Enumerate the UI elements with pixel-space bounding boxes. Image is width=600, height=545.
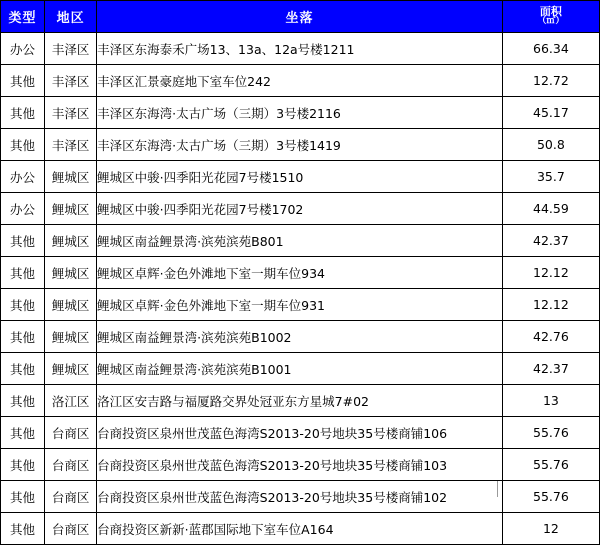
cell-type: 其他 (1, 513, 45, 545)
cell-district: 鲤城区 (45, 193, 97, 225)
cell-location: 洛江区安吉路与福厦路交界处冠亚东方星城7#02 (97, 385, 503, 417)
cell-area: 42.37 (502, 353, 599, 385)
table-row[interactable] (1, 193, 600, 225)
cell-type: 其他 (1, 289, 45, 321)
cell-district: 台商区 (45, 481, 97, 513)
cell-type: 其他 (1, 321, 45, 353)
table-header-row (1, 1, 600, 33)
cell-type: 其他 (1, 417, 45, 449)
cell-location: 台商投资区泉州世茂蓝色海湾S2013-20号地块35号楼商铺103 (97, 449, 503, 481)
cell-type: 其他 (1, 481, 45, 513)
table-row[interactable] (1, 161, 600, 193)
cell-location: 台商投资区泉州世茂蓝色海湾S2013-20号地块35号楼商铺102 (97, 481, 503, 513)
cell-district: 鲤城区 (45, 257, 97, 289)
cell-area: 55.76 (502, 417, 599, 449)
column-header-area-line1: 面积 (539, 4, 562, 18)
table-row[interactable] (1, 289, 600, 321)
cell-location: 鲤城区中骏·四季阳光花园7号楼1510 (97, 161, 503, 193)
table-row[interactable] (1, 257, 600, 289)
cell-area: 50.8 (502, 129, 599, 161)
cell-area: 12 (502, 513, 599, 545)
cell-district: 台商区 (45, 449, 97, 481)
cell-type: 其他 (1, 257, 45, 289)
table-row[interactable] (1, 481, 600, 513)
cell-area: 12.12 (502, 257, 599, 289)
cell-area: 55.76 (502, 449, 599, 481)
cell-type: 其他 (1, 225, 45, 257)
cell-location: 丰泽区东海湾·太古广场（三期）3号楼2116 (97, 97, 503, 129)
cell-area: 42.37 (502, 225, 599, 257)
column-header-location: 坐落 (97, 1, 503, 33)
cell-area: 55.76 (502, 481, 599, 513)
cell-district: 鲤城区 (45, 321, 97, 353)
cell-area: 12.72 (502, 65, 599, 97)
cell-district: 洛江区 (45, 385, 97, 417)
cell-area: 12.12 (502, 289, 599, 321)
cell-type: 其他 (1, 353, 45, 385)
cell-type: 其他 (1, 65, 45, 97)
table-row[interactable] (1, 513, 600, 545)
cell-district: 丰泽区 (45, 97, 97, 129)
cell-district: 台商区 (45, 513, 97, 545)
cell-type: 办公 (1, 161, 45, 193)
cell-district: 台商区 (45, 417, 97, 449)
table-header (1, 1, 600, 33)
table-body (1, 33, 600, 545)
cell-location: 丰泽区东海湾·太古广场（三期）3号楼1419 (97, 129, 503, 161)
cell-location: 台商投资区新新·蓝郡国际地下室车位A164 (97, 513, 503, 545)
table-row[interactable] (1, 97, 600, 129)
cell-type: 办公 (1, 33, 45, 65)
cell-district: 丰泽区 (45, 65, 97, 97)
column-header-type: 类型 (1, 1, 45, 33)
cell-district: 鲤城区 (45, 289, 97, 321)
column-header-area-line2: （㎡） (537, 16, 565, 27)
cell-district: 丰泽区 (45, 129, 97, 161)
cell-type: 其他 (1, 97, 45, 129)
cell-location: 鲤城区卓辉·金色外滩地下室一期车位931 (97, 289, 503, 321)
table-row[interactable] (1, 129, 600, 161)
table-row[interactable] (1, 65, 600, 97)
column-header-area (502, 1, 599, 33)
cell-area: 66.34 (502, 33, 599, 65)
table-row[interactable] (1, 321, 600, 353)
table-row[interactable] (1, 353, 600, 385)
cell-district: 鲤城区 (45, 161, 97, 193)
cell-area: 35.7 (502, 161, 599, 193)
cell-location: 鲤城区南益鲤景湾·滨苑滨苑B1002 (97, 321, 503, 353)
cell-type: 其他 (1, 129, 45, 161)
cell-area: 42.76 (502, 321, 599, 353)
cell-district: 鲤城区 (45, 225, 97, 257)
table-row[interactable] (1, 385, 600, 417)
cell-location: 鲤城区南益鲤景湾·滨苑滨苑B1001 (97, 353, 503, 385)
cell-type: 其他 (1, 385, 45, 417)
cell-district: 鲤城区 (45, 353, 97, 385)
table-row[interactable] (1, 449, 600, 481)
cell-area: 44.59 (502, 193, 599, 225)
cell-location: 鲤城区中骏·四季阳光花园7号楼1702 (97, 193, 503, 225)
cell-type: 其他 (1, 449, 45, 481)
cell-district: 丰泽区 (45, 33, 97, 65)
cell-location: 鲤城区南益鲤景湾·滨苑滨苑B801 (97, 225, 503, 257)
table-row[interactable] (1, 417, 600, 449)
cell-area: 13 (502, 385, 599, 417)
cell-location: 丰泽区汇景豪庭地下室车位242 (97, 65, 503, 97)
cell-location: 鲤城区卓辉·金色外滩地下室一期车位934 (97, 257, 503, 289)
cell-location: 台商投资区泉州世茂蓝色海湾S2013-20号地块35号楼商铺106 (97, 417, 503, 449)
table-row[interactable] (1, 225, 600, 257)
column-header-district: 地区 (45, 1, 97, 33)
cell-area: 45.17 (502, 97, 599, 129)
cell-location: 丰泽区东海泰禾广场13、13a、12a号楼1211 (97, 33, 503, 65)
cell-type: 办公 (1, 193, 45, 225)
table-row[interactable] (1, 33, 600, 65)
